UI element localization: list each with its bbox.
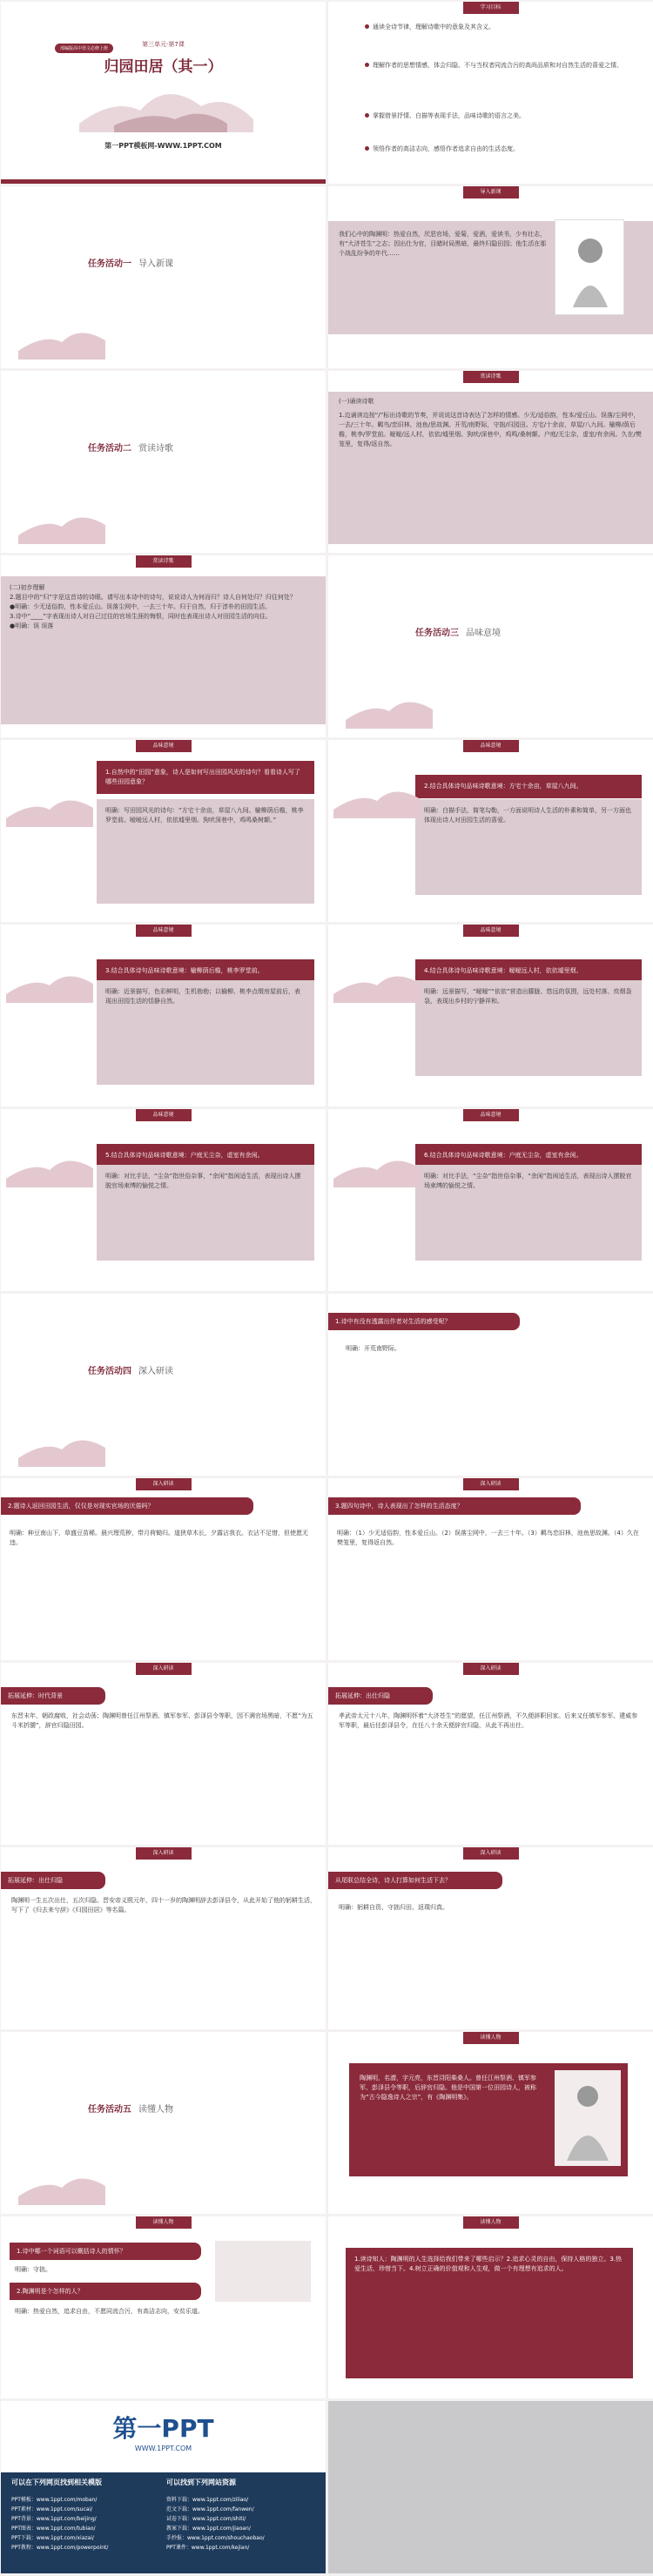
slide-header: 读懂人物 — [463, 2216, 519, 2229]
mountain-decoration — [346, 676, 468, 729]
badge: 部编版高中语文必修上册 — [55, 44, 113, 53]
task-heading: 任务活动一 导入新课 — [88, 259, 173, 269]
slide-header: 品味意境 — [463, 925, 519, 937]
life-text: 明确：躬耕自资、守拙归田、返璞归真。 — [339, 1904, 448, 1911]
link-list-right — [166, 2495, 265, 2552]
resource-link[interactable]: PPT下载：www.1ppt.com/xiazai/ — [11, 2535, 94, 2541]
slide-background[interactable] — [1, 1663, 326, 1845]
answer-box: 明确：对比手法，“尘杂”指世俗杂事，“余闲”指闲适生活，表现出诗人摆脱官场束缚的愉悦之情。 — [97, 1165, 314, 1261]
slide-header: 深入研读 — [463, 1663, 519, 1675]
slide-understanding[interactable] — [1, 555, 326, 737]
resource-link[interactable]: 资料下载：www.1ppt.com/ziliao/ — [166, 2497, 249, 2503]
slide-header: 赏读诗歌 — [136, 555, 192, 568]
mountain-decoration — [18, 1415, 140, 1467]
slide-header: 品味意境 — [463, 740, 519, 752]
slide-header: 学习目标 — [463, 2, 519, 14]
answer-text: 明确：开荒南野际。 — [346, 1345, 401, 1352]
slide-task-3[interactable] — [328, 555, 653, 737]
question-card: 4.结合具体诗句品味诗歌意境：暧暧远人村，依依墟里烟。 — [415, 959, 642, 983]
bullet-icon — [365, 24, 369, 29]
answer-box: 明确：对比手法，“尘杂”指世俗杂事，“余闲”指闲适生活，表现出诗人摆脱官场束缚的愉悦之情。 — [415, 1165, 642, 1261]
slide-ad[interactable] — [1, 2401, 326, 2573]
objective-4: 领悟作者的高洁志向，感悟作者追求自由的生活态度。 — [365, 145, 643, 154]
resource-link[interactable]: 教案下载：www.1ppt.com/jiaoan/ — [166, 2526, 251, 2532]
question-1-bar: 1.诗中哪一个词语可以概括诗人的情怀？ — [10, 2243, 201, 2260]
slide-career-1[interactable] — [328, 1663, 653, 1845]
bullet-icon — [365, 113, 369, 118]
summary-card: 1.读诗知人：陶渊明的人生选择给我们带来了哪些启示？2.追求心灵的自由，保持人格的独立。3.热爱生活，珍惜当下。4.树立正确的价值观和人生观，做一个有理想有追求的人。 — [346, 2248, 633, 2378]
link-list-left — [11, 2495, 108, 2552]
slide-task-1[interactable] — [1, 186, 326, 368]
resource-link[interactable]: PPT教程：www.1ppt.com/powerpoint/ — [11, 2545, 109, 2551]
section-bar: 拓展延伸：出仕归隐 — [328, 1687, 433, 1705]
answer-box: 明确：远景描写，“暧暧”“依依”营造出朦胧、悠远的氛围，远处村落、炊烟袅袅，表现出乡村的宁静祥和。 — [415, 980, 642, 1076]
slide-header: 读懂人物 — [463, 2032, 519, 2044]
illustration-image — [215, 2241, 311, 2302]
mountain-decoration — [333, 766, 455, 818]
slide-header: 品味意境 — [463, 1109, 519, 1121]
slide-mood-4[interactable] — [328, 925, 653, 1106]
mountain-decoration — [79, 71, 253, 132]
slide-header: 品味意境 — [136, 740, 192, 752]
slide-task-4[interactable] — [1, 1294, 326, 1476]
slide-career-2[interactable] — [1, 1847, 326, 2029]
answer-box: 明确：白描手法，简笔勾勒，一方面说明诗人生活的朴素和简单，另一方面也体现出诗人对田园生活的喜爱。 — [415, 799, 642, 895]
task-heading: 任务活动五 读懂人物 — [88, 2105, 173, 2115]
resource-link[interactable]: PPT模板：www.1ppt.com/moban/ — [11, 2497, 98, 2503]
slide-objectives[interactable] — [328, 2, 653, 184]
resource-link[interactable]: 手抄报：www.1ppt.com/shouchaobao/ — [166, 2535, 265, 2541]
resource-link[interactable]: PPT课件：www.1ppt.com/kejian/ — [166, 2545, 250, 2551]
task-heading: 任务活动四 深入研读 — [88, 1367, 173, 1376]
answer-box: 明确：近景描写，色彩鲜明，生机勃勃；以榆柳、桃李点缀房屋前后，表现出田园生活的恬静自然。 — [97, 980, 314, 1085]
slide-deep-3[interactable] — [328, 1478, 653, 1660]
bottom-bar — [1, 179, 326, 184]
slide-poem[interactable] — [328, 371, 653, 553]
slide-header: 品味意境 — [136, 925, 192, 937]
slide-header: 深入研读 — [463, 1847, 519, 1860]
slide-deep-1[interactable] — [328, 1294, 653, 1476]
section-bar: 拓展延伸：时代背景 — [1, 1687, 105, 1705]
mountain-decoration — [6, 1135, 128, 1187]
slide-mood-1[interactable] — [1, 740, 326, 922]
site-link[interactable]: 第一PPT模板网-WWW.1PPT.COM — [104, 142, 222, 150]
section-bar: 从尾联总结全诗，诗人打算如何生活下去？ — [328, 1872, 502, 1889]
mountain-decoration — [6, 951, 128, 1003]
mountain-decoration — [6, 775, 128, 827]
slide-header: 赏读诗歌 — [463, 371, 519, 383]
poem-text: 1.边诵读边按“/”标出诗歌的节奏，并说说这首诗表达了怎样的情感。少无/适俗韵，性本/爱丘山。误落/尘网中，一去/三十年。羁鸟/恋旧林，池鱼/思故渊。开荒/南野际，守拙/归园田。方宅/十余亩，草屋/八九间。榆柳/荫后檐，桃李/罗堂前。暧暧/远人村，依依/墟里烟。狗吠/深巷中，鸡鸣/桑树颠。户庭/无尘杂，虚室/有余闲。久在/樊笼里，复得/返自然。 — [339, 412, 642, 447]
right-title: 可以找到下列网站资源 — [166, 2478, 236, 2486]
slide-person-3[interactable] — [328, 2216, 653, 2398]
portrait-image — [555, 219, 624, 315]
objective-3: 掌握借景抒情、白描等表现手法，品味诗歌的语言之美。 — [365, 111, 643, 121]
objective-1: 通读全诗节律，理解诗歌中的意象及其含义。 — [365, 23, 643, 32]
brand-logo: 第一PPT — [112, 2414, 214, 2443]
slide-header: 深入研读 — [136, 1663, 192, 1675]
resource-link[interactable]: PPT素材：www.1ppt.com/sucai/ — [11, 2506, 93, 2512]
section-bar: 拓展延伸：出仕归隐 — [1, 1872, 105, 1889]
question-card: 5.结合具体诗句品味诗歌意境：户庭无尘杂，虚室有余闲。 — [97, 1144, 314, 1167]
unit-label: 第三单元·第7课 — [142, 41, 185, 48]
slide-header: 导入新课 — [463, 186, 519, 198]
answer-1: 明确：守拙。 — [15, 2266, 51, 2273]
resource-link[interactable]: PPT背景：www.1ppt.com/beijing/ — [11, 2516, 97, 2522]
slide-life[interactable] — [328, 1847, 653, 2029]
question-card: 3.结合具体诗句品味诗歌意境：榆柳荫后檐，桃李罗堂前。 — [97, 959, 314, 983]
bullet-icon — [365, 146, 369, 151]
career-text: 孝武帝太元十八年，陶渊明怀着“大济苍生”的愿望，任江州祭酒，不久便辞职回家。后来又任镇军参军、建威参军等职，最后任彭泽县令，在任八十余天便辞官归隐，从此不再出仕。 — [339, 1712, 638, 1729]
slide-header: 深入研读 — [136, 1847, 192, 1860]
slide-header: 深入研读 — [463, 1478, 519, 1490]
slide-mood-2[interactable] — [328, 740, 653, 922]
slide-mood-5[interactable] — [1, 1109, 326, 1291]
portrait-image — [555, 2070, 621, 2166]
task-heading: 任务活动二 赏读诗歌 — [88, 444, 173, 454]
slide-intro[interactable] — [328, 186, 653, 368]
background-text: 东晋末年，朝政腐败，社会动荡；陶渊明曾任江州祭酒、镇军参军、彭泽县令等职，因不满官场黑暗，不愿“为五斗米折腰”，辞官归隐田园。 — [11, 1712, 313, 1729]
question-bar: 3.题四句诗中，诗人表现出了怎样的生活态度？ — [328, 1497, 581, 1515]
slide-header: 品味意境 — [136, 1109, 192, 1121]
slide-header: 深入研读 — [136, 1478, 192, 1490]
bullet-icon — [365, 63, 369, 67]
resource-link[interactable]: 试卷下载：www.1ppt.com/shiti/ — [166, 2516, 246, 2522]
mountain-decoration — [333, 1135, 455, 1187]
question-2-bar: 2.陶渊明是个怎样的人？ — [10, 2283, 201, 2300]
slide-task-5[interactable] — [1, 2032, 326, 2214]
mountain-decoration — [333, 951, 455, 1003]
slide-person-1[interactable] — [328, 2032, 653, 2214]
mountain-decoration — [18, 307, 140, 360]
objective-2: 理解作者的思想情感，体会归隐、不与当权者同流合污的高尚品质和对自然生活的喜爱之情。 — [365, 61, 643, 71]
question-bar: 2.题诗人返回田园生活，仅仅是对现实官场的厌倦吗？ — [1, 1497, 253, 1515]
question-card: 6.结合具体诗句品味诗歌意境：户庭无尘杂，虚室有余闲。 — [415, 1144, 642, 1167]
answer-2: 明确：热爱自然，追求自由，不愿同流合污，有高洁志向，安贫乐道。 — [15, 2308, 204, 2315]
question-card: 1.自然中的“田园”意象，诗人是如何写出田园风光的诗句？看看诗人写了哪些田园意象？ — [97, 761, 314, 794]
slide-mood-3[interactable] — [1, 925, 326, 1106]
understanding-box: (二)初步理解 2.题目中的“归”字是这首诗的诗眼。请写出本诗中的诗句，说说诗人为何而归？诗人自何处归？归往何处？ ●明确：少无适俗韵，性本爱丘山。误落尘网中，一去三十年。归于自然，归于淳朴的田园生活。 3.诗中“____”字表现出诗人对自己过往的官场生涯的悔恨，同时也表现出诗人对田园生活的向往。 ●明确：误 误落 — [1, 576, 326, 724]
task-heading: 任务活动三 品味意境 — [415, 629, 501, 638]
slide-person-2[interactable] — [1, 2216, 326, 2398]
poem-subheading: (一)诵读诗歌 — [339, 398, 374, 405]
mountain-decoration — [18, 492, 140, 544]
empty-slide — [328, 2401, 653, 2573]
resource-link[interactable]: 范文下载：www.1ppt.com/fanwen/ — [166, 2506, 254, 2512]
brand-url[interactable]: WWW.1PPT.COM — [134, 2445, 192, 2452]
question-bar: 1.诗中有没有透露出作者对生活的感受呢？ — [328, 1313, 520, 1330]
page-title: 归园田居（其一） — [104, 58, 223, 76]
resource-panel — [1, 2472, 326, 2573]
mountain-decoration — [18, 2153, 140, 2205]
answer-box: 明确：写田园风光的诗句：“方宅十余亩，草屋八九间。榆柳荫后檐，桃李罗堂前。暧暧远人村，依依墟里烟。狗吠深巷中，鸡鸣桑树颠。” — [97, 799, 314, 904]
slide-title[interactable] — [1, 2, 326, 184]
slide-task-2[interactable] — [1, 371, 326, 553]
slide-header: 读懂人物 — [136, 2216, 192, 2229]
intro-text: 我们心中的陶渊明：热爱自然，厌恶官场，爱菊，爱酒，爱读书，少有壮志，有“大济苍生”之志；因出仕为官，目睹时局黑暗，最终归隐田园；他生活在那个战乱纷争的年代…… — [339, 231, 547, 257]
bio-card: 陶渊明，名潜，字元亮，东晋浔阳柴桑人。曾任江州祭酒、镇军参军、彭泽县令等职，后辞官归隐。他是中国第一位田园诗人，被称为“古今隐逸诗人之宗”，有《陶渊明集》。 — [349, 2063, 628, 2176]
slide-mood-6[interactable] — [328, 1109, 653, 1291]
left-title: 可以在下列网页找到相关模版 — [11, 2478, 102, 2486]
career-text: 陶渊明一生五次出仕，五次归隐。晋安帝义熙元年，四十一岁的陶渊明辞去彭泽县令，从此开始了他的躬耕生活，写下了《归去来兮辞》《归园田居》等名篇。 — [11, 1897, 316, 1914]
answer-text: 明确：（1）少无适俗韵，性本爱丘山。（2）误落尘网中，一去三十年。（3）羁鸟恋旧林，池鱼思故渊。（4）久在樊笼里，复得返自然。 — [337, 1530, 639, 1546]
answer-text: 明确：种豆南山下，草盛豆苗稀。晨兴理荒秽，带月荷锄归。道狭草木长，夕露沾我衣。衣沾不足惜，但使愿无违。 — [10, 1530, 308, 1546]
slide-deep-2[interactable] — [1, 1478, 326, 1660]
question-card: 2.结合具体诗句品味诗歌意境：方宅十余亩，草屋八九间。 — [415, 775, 642, 798]
resource-link[interactable]: PPT图表：www.1ppt.com/tubiao/ — [11, 2526, 96, 2532]
